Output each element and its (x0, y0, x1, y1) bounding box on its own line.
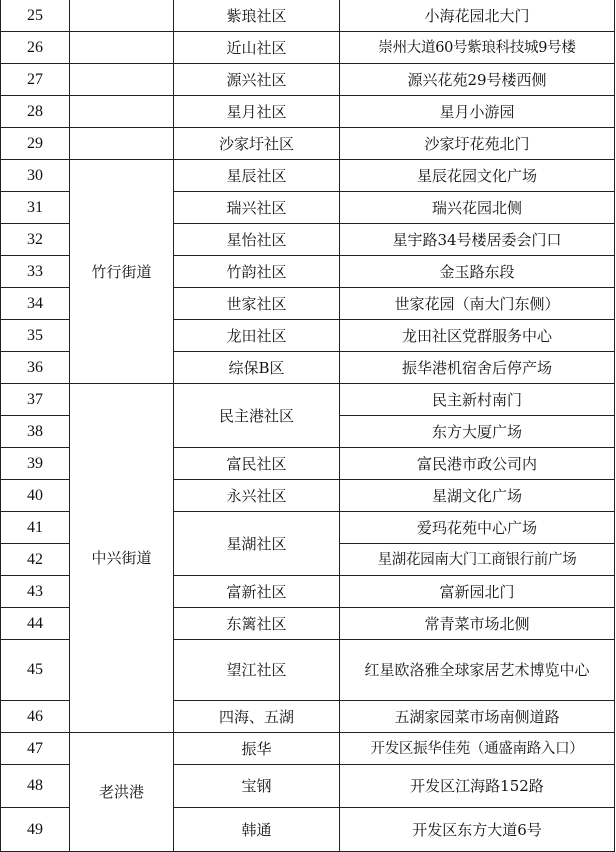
row-number: 35 (1, 320, 70, 352)
location-cell: 振华港机宿舍后停产场 (340, 352, 615, 384)
row-number: 49 (1, 808, 70, 852)
community-cell: 源兴社区 (174, 64, 340, 96)
location-cell: 金玉路东段 (340, 256, 615, 288)
row-number: 32 (1, 224, 70, 256)
street-cell (70, 96, 174, 128)
location-cell: 爱玛花苑中心广场 (340, 512, 615, 544)
row-number: 26 (1, 32, 70, 64)
location-cell: 小海花园北大门 (340, 0, 615, 32)
row-number: 34 (1, 288, 70, 320)
row-number: 27 (1, 64, 70, 96)
row-number: 36 (1, 352, 70, 384)
location-cell: 沙家圩花苑北门 (340, 128, 615, 160)
location-cell: 星辰花园文化广场 (340, 160, 615, 192)
row-number: 37 (1, 384, 70, 416)
location-cell: 星湖文化广场 (340, 480, 615, 512)
row-number: 42 (1, 544, 70, 576)
community-cell: 永兴社区 (174, 480, 340, 512)
street-cell (70, 128, 174, 160)
row-number: 41 (1, 512, 70, 544)
row-number: 43 (1, 576, 70, 608)
table-row (1, 0, 615, 32)
row-number: 44 (1, 608, 70, 640)
row-number: 28 (1, 96, 70, 128)
row-number: 30 (1, 160, 70, 192)
street-cell: 老洪港 (70, 733, 174, 852)
community-cell: 近山社区 (174, 32, 340, 64)
community-cell: 竹韵社区 (174, 256, 340, 288)
row-number: 47 (1, 733, 70, 765)
location-cell: 富新园北门 (340, 576, 615, 608)
location-cell: 龙田社区党群服务中心 (340, 320, 615, 352)
location-cell: 源兴花苑29号楼西侧 (340, 64, 615, 96)
street-cell (70, 0, 174, 32)
location-cell: 民主新村南门 (340, 384, 615, 416)
location-cell: 星月小游园 (340, 96, 615, 128)
row-number: 38 (1, 416, 70, 448)
location-cell: 开发区东方大道6号 (340, 808, 615, 852)
street-cell (70, 32, 174, 64)
location-cell: 富民港市政公司内 (340, 448, 615, 480)
row-number: 25 (1, 0, 70, 32)
community-cell: 振华 (174, 733, 340, 765)
location-cell: 瑞兴花园北侧 (340, 192, 615, 224)
row-number: 29 (1, 128, 70, 160)
community-cell: 紫琅社区 (174, 0, 340, 32)
row-number: 39 (1, 448, 70, 480)
location-cell: 星湖花园南大门工商银行前广场 (340, 544, 615, 576)
row-number: 31 (1, 192, 70, 224)
community-cell: 沙家圩社区 (174, 128, 340, 160)
table-row (1, 128, 615, 160)
location-cell: 五湖家园菜市场南侧道路 (340, 701, 615, 733)
community-cell: 韩通 (174, 808, 340, 852)
community-cell: 星辰社区 (174, 160, 340, 192)
community-cell: 星湖社区 (174, 512, 340, 576)
table-row (1, 160, 615, 192)
community-cell: 综保B区 (174, 352, 340, 384)
row-number: 40 (1, 480, 70, 512)
street-cell (70, 64, 174, 96)
table-row (1, 64, 615, 96)
community-cell: 四海、五湖 (174, 701, 340, 733)
community-cell: 世家社区 (174, 288, 340, 320)
row-number: 45 (1, 640, 70, 701)
street-cell: 中兴街道 (70, 384, 174, 733)
community-cell: 瑞兴社区 (174, 192, 340, 224)
community-cell: 民主港社区 (174, 384, 340, 448)
location-cell: 崇州大道60号紫琅科技城9号楼 (340, 32, 615, 64)
community-cell: 宝钢 (174, 765, 340, 808)
community-cell: 星怡社区 (174, 224, 340, 256)
table-row (1, 733, 615, 765)
location-cell: 星宇路34号楼居委会门口 (340, 224, 615, 256)
location-cell: 开发区江海路152路 (340, 765, 615, 808)
location-cell: 开发区振华佳苑（通盛南路入口） (340, 733, 615, 765)
location-cell: 世家花园（南大门东侧） (340, 288, 615, 320)
table-row (1, 384, 615, 416)
community-cell: 星月社区 (174, 96, 340, 128)
row-number: 48 (1, 765, 70, 808)
table-row (1, 96, 615, 128)
street-cell: 竹行街道 (70, 160, 174, 384)
community-cell: 富新社区 (174, 576, 340, 608)
row-number: 33 (1, 256, 70, 288)
location-cell: 红星欧洛雅全球家居艺术博览中心 (340, 640, 615, 701)
location-cell: 常青菜市场北侧 (340, 608, 615, 640)
row-number: 46 (1, 701, 70, 733)
location-cell: 东方大厦广场 (340, 416, 615, 448)
community-cell: 富民社区 (174, 448, 340, 480)
community-cell: 望江社区 (174, 640, 340, 701)
community-cell: 龙田社区 (174, 320, 340, 352)
community-cell: 东篱社区 (174, 608, 340, 640)
table-row (1, 32, 615, 64)
